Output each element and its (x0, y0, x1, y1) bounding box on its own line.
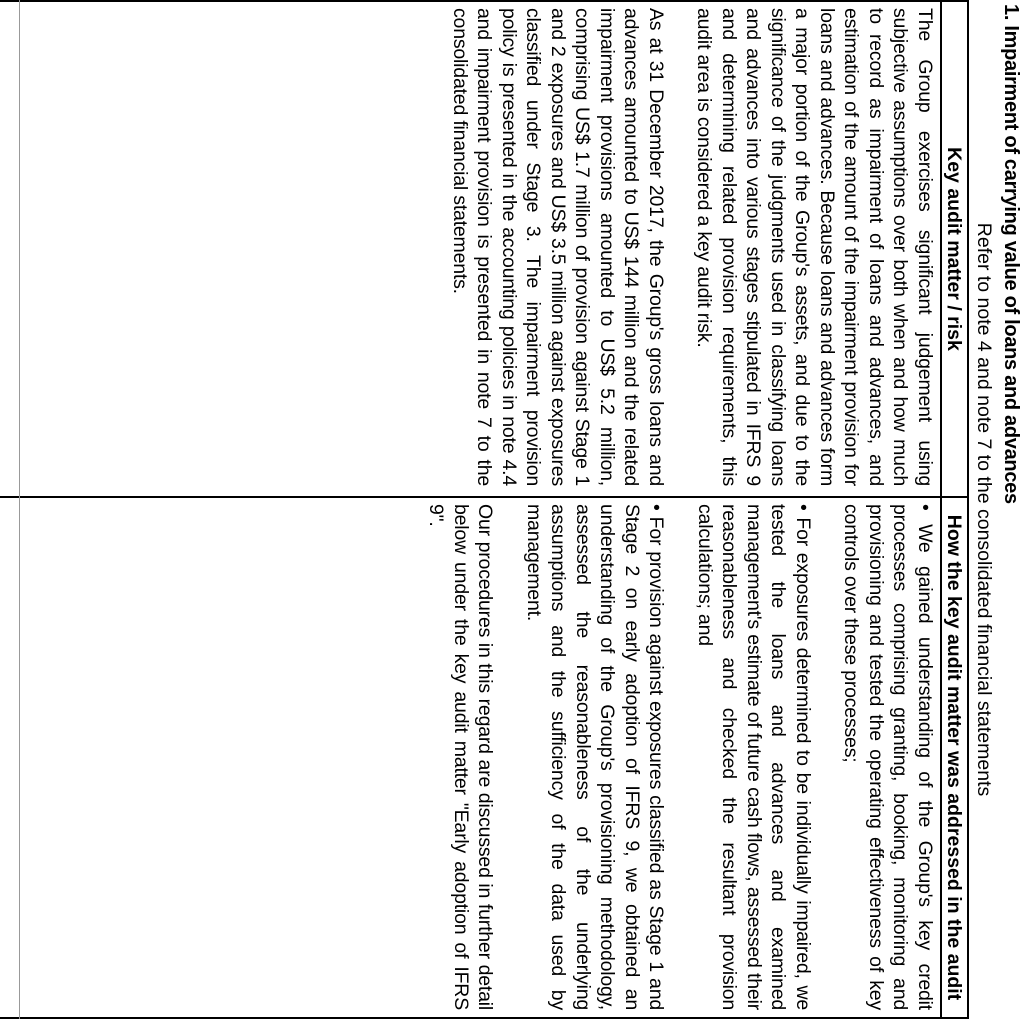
response-paragraph-further-detail: Our procedures in this regard are discussed in further detail below under the key audit matter "Early adoption of IFRS 9". (425, 504, 497, 1010)
section-title: 1. Impairment of carrying value of loans and advances (1000, 4, 1022, 504)
note-reference: Refer to note 4 and note 7 to the consolidated financial statements (973, 222, 995, 797)
header-how-addressed: How the key audit matter was addressed in the audit (943, 514, 965, 1001)
page-bottom-rule (19, 0, 20, 1019)
response-item-individual-impairment: • For exposures determined to be individually impaired, we tested the loans and advances and examined management's estimate of future cash flows, assessed their reasonableness and checked the resultant provision calculations; and (694, 504, 814, 1010)
risk-description-cell (424, 8, 938, 486)
risk-paragraph-amounts: As at 31 December 2017, the Group's gross loans and advances amounted to US$ 144 million and the related impairment provisions amounted to US$ 5.2 million, comprising US$ 1.7 million of provision against Stage 1 and 2 exposures and US$ 3.5 million against exposures classified under Stage 3. The impairment provision policy is presented in the accounting policies in note 4.4 and impairment provision is presented in note 7 to the consolidated financial statements. (449, 8, 667, 486)
risk-paragraph-judgement: The Group exercises significant judgement using subjective assumptions over both when and how much to record as impairment of loans and advances, and estimation of the amount of the impairment provision for loans and advances. Because loans and advances form a major portion of the Group's assets, and due to the significance of the judgments used in classifying loans and advances into various stages stipulated in IFRS 9 and determining related provision requirements, this audit area is considered a key audit risk. (693, 8, 936, 486)
column-divider (0, 496, 967, 498)
response-item-ifrs9-stages: • For provision against exposures classified as Stage 1 and Stage 2 on early adoption of IFRS 9, we obtained an understanding of the Group's provisioning methodology, assessed the reasonableness of the underlying assumptions and the sufficiency of the data used by management. (523, 504, 668, 1010)
audit-response-cell (400, 504, 937, 1010)
header-key-audit-matter: Key audit matter / risk (943, 147, 965, 351)
response-item-credit-processes: • We gained understanding of the Group's key credit processes comprising granting, booking, monitoring and provisioning and tested the operating effectiveness of key controls over these processes; (840, 504, 936, 1010)
